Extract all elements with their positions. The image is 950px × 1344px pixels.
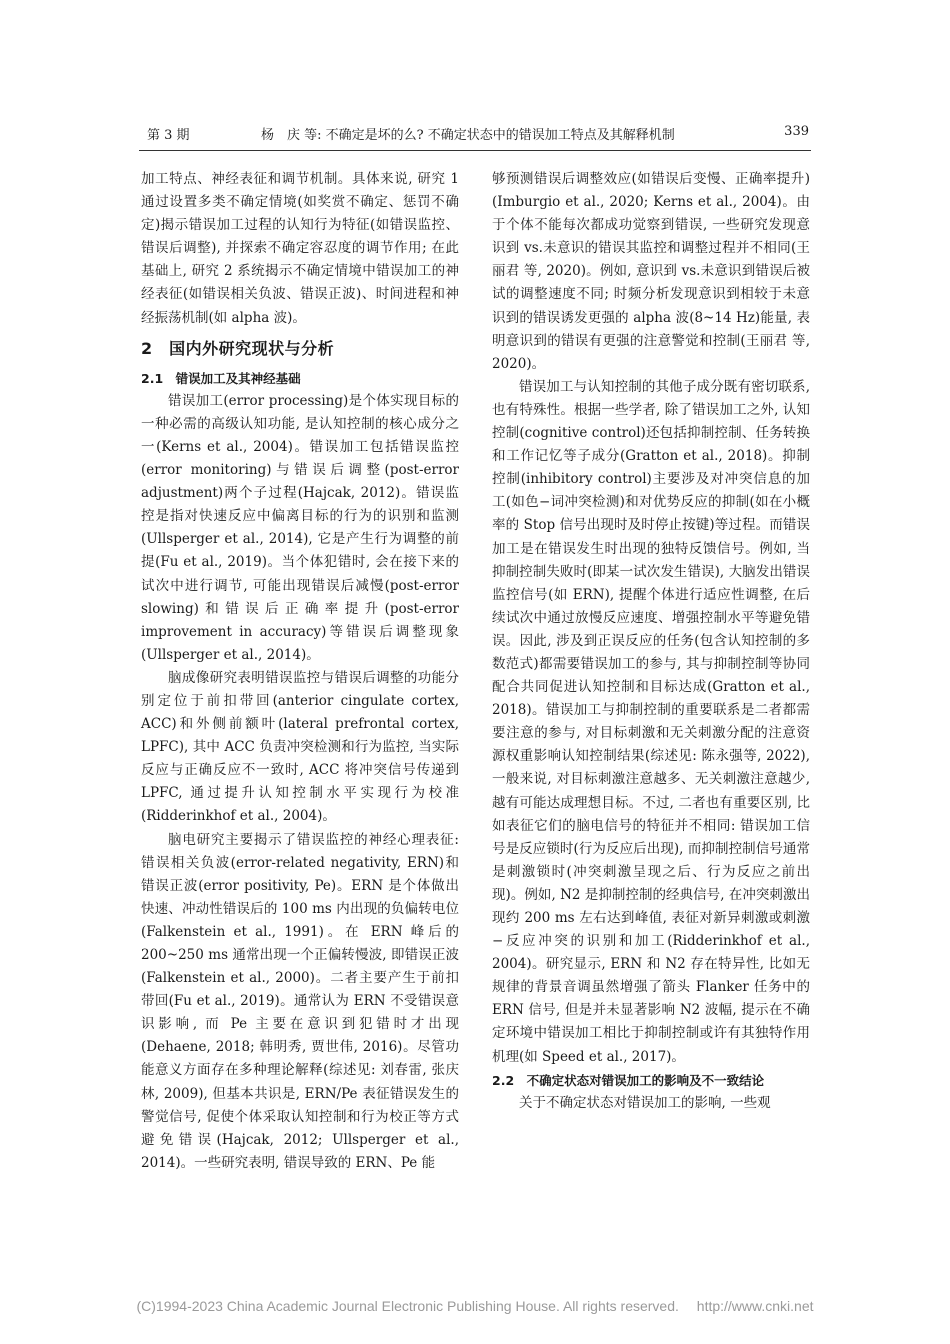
page-number: 339 (784, 124, 809, 139)
paragraph: 脑成像研究表明错误监控与错误后调整的功能分别定位于前扣带回(anterior cingulate cortex, ACC)和外侧前额叶(lateral prefrontal cortex, LPFC), 其中 ACC 负责冲突检测和行为监控, 当实际反应与正确反应不一致时, ACC 将冲突信号传递到 LPFC, 通过提升认知控制水平实现行为校准(Ridderinkhof et al., 2004)。 (141, 669, 459, 825)
running-header (139, 124, 811, 151)
left-column (141, 168, 459, 1175)
intro-paragraph: 加工特点、神经表征和调节机制。具体来说, 研究 1 通过设置多类不确定情境(如奖赏不确定、惩罚不确定)揭示错误加工过程的认知行为特征(如错误监控、错误后调整), 并探索不确定容忍度的调节作用; 在此基础上, 研究 2 系统揭示不确定情境中错误加工的神经表征(如错误相关负波、错误正波)、时间进程和神经振荡机制(如 alpha 波)。 (141, 171, 459, 326)
running-title: 杨 庆 等: 不确定是坏的么? 不确定状态中的错误加工特点及其解释机制 (261, 128, 675, 143)
paragraph-continued: 够预测错误后调整效应(如错误后变慢、正确率提升) (Imburgio et al., 2020; Kerns et al., 2004)。由于个体不能每次都成功觉察到错误, 一些研究发现意识到 vs.未意识的错误其监控和调整过程并不相同(王丽君 等, 2020)。例如, 意识到 vs.未意识到错误后被试的调整速度不同; 时频分析发现意识到相较于未意识到的错误诱发更强的 alpha 波(8~14 Hz)能量, 表明意识到的错误有更强的注意警觉和控制(王丽君 等, 2020)。 (492, 171, 810, 372)
paragraph: 错误加工与认知控制的其他子成分既有密切联系, 也有特殊性。根据一些学者, 除了错误加工之外, 认知控制(cognitive control)还包括抑制控制、任务转换和工作记忆等子成分(Gratton et al., 2018)。抑制控制(inhibitory control)主要涉及对冲突信息的加工(如色−词冲突检测)和对优势反应的抑制(如在小概率的 Stop 信号出现时及时停止按键)等过程。而错误加工是在错误发生时出现的独特反馈信号。例如, 当抑制控制失败时(即某一试次发生错误), 大脑发出错误监控信号(如 ERN), 提醒个体进行适应性调整, 在后续试次中通过放慢反应速度、增强控制水平等避免错误。因此, 涉及到正误反应的任务(包含认知控制的多数范式)都需要错误加工的参与, 其与抑制控制等协同配合共同促进认知控制和目标达成(Gratton et al., 2018)。错误加工与抑制控制的重要联系是二者都需要注意的参与, 对目标刺激和无关刺激分配的注意资源权重影响认知控制结果(综述见: 陈永强等, 2022), 一般来说, 对目标刺激注意越多、无关刺激注意越少, 越有可能达成理想目标。不过, 二者也有重要区别, 比如表征它们的脑电信号的特征并不相同: 错误加工信号是反应锁时(行为反应后出现), 而抑制控制信号通常是刺激锁时(冲突刺激呈现之后、行为反应之前出现)。例如, N2 是抑制控制的经典信号, 在冲突刺激出现约 200 ms 左右达到峰值, 表征对新异刺激或刺激−反应冲突的识别和加工(Ridderinkhof et al., 2004)。研究显示, ERN 和 N2 存在特异性, 比如无规律的背景音调虽然增强了箭头 Flanker 任务中的 ERN 信号, 但是并未显著影响 N2 波幅, 提示在不确定环境中错误加工相比于抑制控制或许有其独特作用机理(如 Speed et al., 2017)。 (492, 378, 810, 1065)
subsection-heading-2-1: 2.1 错误加工及其神经基础 (141, 370, 301, 386)
subsection-heading-2-2: 2.2 不确定状态对错误加工的影响及不一致结论 (492, 1072, 765, 1088)
paragraph: 关于不确定状态对错误加工的影响, 一些观 (519, 1094, 771, 1111)
section-heading-2: 2 国内外研究现状与分析 (141, 338, 335, 358)
right-column (492, 168, 810, 1115)
paragraph: 错误加工(error processing)是个体实现目标的一种必需的高级认知功能, 是认知控制的核心成分之一(Kerns et al., 2004)。错误加工包括错误监控(error monitoring)与错误后调整(post-error adjustment)两个子过程(Hajcak, 2012)。错误监控是指对快速反应中偏离目标的行为的识别和监测(Ullsperger et al., 2014), 它是产生行为调整的前提(Fu et al., 2019)。当个体犯错时, 会在接下来的试次中进行调节, 可能出现错误后减慢(post-error slowing)和错误后正确率提升(post-error improvement in accuracy)等错误后调整现象(Ullsperger et al., 2014)。 (141, 392, 459, 663)
copyright-footer: (C)1994-2023 China Academic Journal Electronic Publishing House. All rights reserved. http://www.cnki.net (136, 1298, 814, 1314)
issue-number: 第 3 期 (147, 128, 190, 143)
paragraph: 脑电研究主要揭示了错误监控的神经心理表征: 错误相关负波(error-related negativity, ERN)和错误正波(error positivity, Pe)。ERN 是个体做出快速、冲动性错误后的 100 ms 内出现的负偏转电位(Falkenstein et al., 1991)。在 ERN 峰后的 200~250 ms 通常出现一个正偏转慢波, 即错误正波(Falkenstein et al., 2000)。二者主要产生于前扣带回(Fu et al., 2019)。通常认为 ERN 不受错误意识影响, 而 Pe 主要在意识到犯错时才出现(Dehaene, 2018; 韩明秀, 贾世伟, 2016)。尽管功能意义方面存在多种理论解释(综述见: 刘春雷, 张庆林, 2009), 但基本共识是, ERN/Pe 表征错误发生的警觉信号, 促使个体采取认知控制和行为校正等方式避免错误(Hajcak, 2012; Ullsperger et al., 2014)。一些研究表明, 错误导致的 ERN、Pe 能 (141, 831, 459, 1171)
